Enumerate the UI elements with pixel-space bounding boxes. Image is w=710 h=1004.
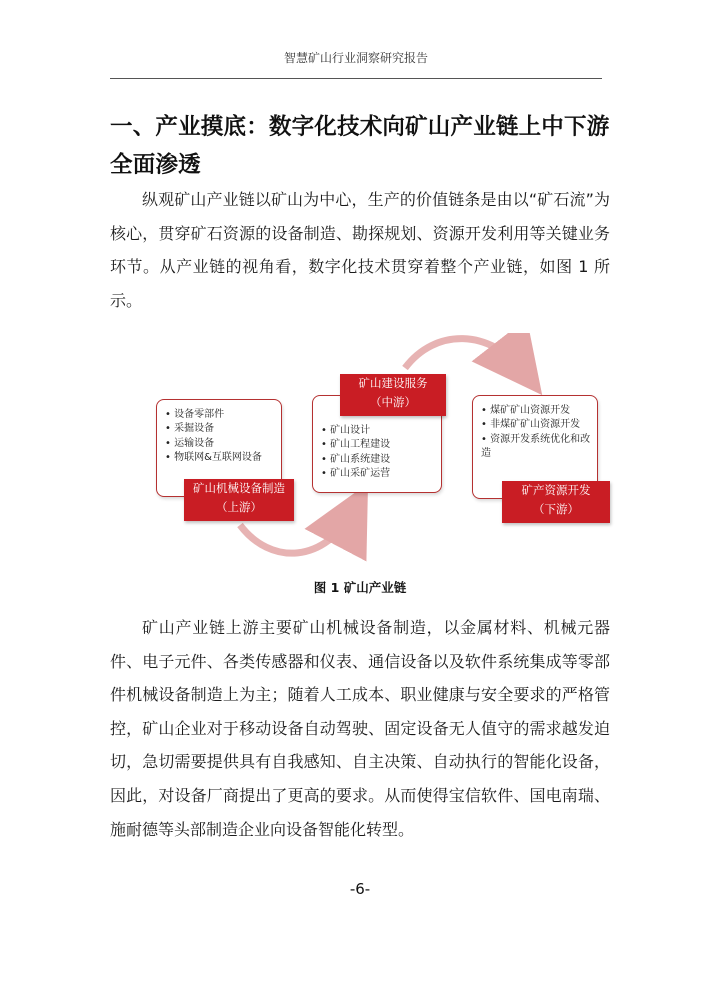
midstream-item: • 矿山系统建设 xyxy=(321,453,441,467)
midstream-sublabel: （中游） xyxy=(370,395,416,409)
industry-chain-diagram xyxy=(150,333,616,563)
figure-caption: 图 1 矿山产业链 xyxy=(313,580,407,595)
downstream-item: • 煤矿矿山资源开发 xyxy=(481,404,591,418)
midstream-item: • 矿山工程建设 xyxy=(321,438,441,452)
upstream-tag xyxy=(184,479,294,521)
midstream-label: 矿山建设服务 xyxy=(358,376,428,390)
midstream-item: • 矿山设计 xyxy=(321,424,441,438)
upstream-item: • 设备零部件 xyxy=(165,408,281,422)
upstream-item: • 运输设备 xyxy=(165,437,281,451)
midstream-item: • 矿山采矿运营 xyxy=(321,467,441,481)
upstream-sublabel: （上游） xyxy=(216,500,262,514)
page-header xyxy=(110,38,602,79)
upstream-label: 矿山机械设备制造 xyxy=(193,481,285,495)
downstream-tag xyxy=(502,481,610,523)
downstream-item: • 资源开发系统优化和改造 xyxy=(481,433,591,462)
header-title: 智慧矿山行业洞察研究报告 xyxy=(283,51,428,65)
section-title: 一、产业摸底：数字化技术向矿山产业链上中下游全面渗透 xyxy=(110,114,610,178)
downstream-sublabel: （下游） xyxy=(533,502,579,516)
arrow-mid-to-down xyxy=(405,339,525,373)
paragraph-upstream: 矿山产业链上游主要矿山机械设备制造，以金属材料、机械元器件、电子元件、各类传感器和仪表、通信设备以及软件系统集成等零部件机械设备制造上为主；随着人工成本、职业健康与安全要求的严格管控，矿山企业对于移动设备自动驾驶、固定设备无人值守的需求越发迫切，急切需要提供具有自我感知、自主决策、自动执行的智能化设备，因此，对设备厂商提出了更高的要求。从而使得宝信软件、国电南瑞、施耐德等头部制造企业向设备智能化转型。 xyxy=(110,618,610,839)
downstream-item: • 非煤矿矿山资源开发 xyxy=(481,418,591,432)
upstream-item: • 物联网&互联网设备 xyxy=(165,451,281,465)
downstream-label: 矿产资源开发 xyxy=(521,483,591,497)
upstream-item: • 采掘设备 xyxy=(165,422,281,436)
page-number: -6- xyxy=(349,880,371,898)
midstream-tag xyxy=(340,374,446,416)
paragraph-intro: 纵观矿山产业链以矿山为中心，生产的价值链条是由以“矿石流”为核心，贯穿矿石资源的设备制造、勘探规划、资源开发利用等关键业务环节。从产业链的视角看，数字化技术贯穿着整个产业链，如图 1 所示。 xyxy=(110,190,610,310)
